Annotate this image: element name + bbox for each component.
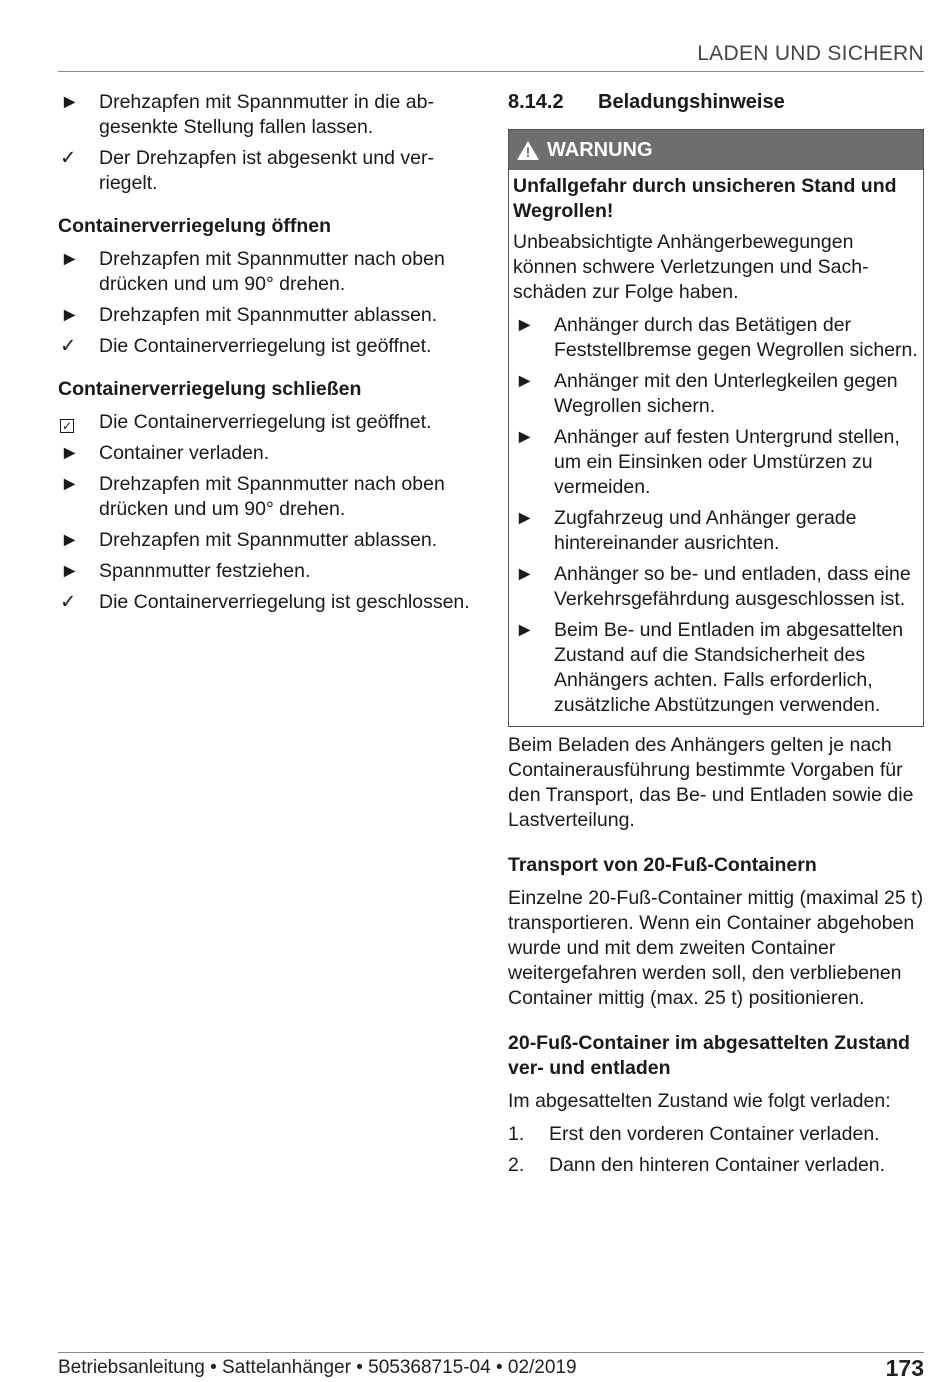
step-text: Erst den vorderen Container verladen. [549,1123,880,1145]
list-item-text: Anhänger auf festen Untergrund stellen, um ein Einsinken oder Umstürzen zu vermeiden. [554,426,900,498]
list-item [58,146,470,196]
step-text: Dann den hinteren Container verladen. [549,1154,886,1176]
intro-paragraph: Beim Beladen des Anhängers gelten je nach Containerausführung bestimmte Vorgaben für den Transport, das Be- und Entladen sowie die Lastverteilung. [508,734,914,831]
list-item [58,528,470,553]
bullet-arrow-icon: ► [515,619,535,641]
unhitched-paragraph: Im abgesattelten Zustand wie folgt verladen: [508,1090,891,1112]
checkmark-icon: ✓ [60,147,77,169]
footer-divider [58,1352,924,1353]
left-column [58,90,470,621]
bullet-arrow-icon: ► [515,370,535,392]
numbered-step [508,1153,924,1178]
list-item-text: Anhänger mit den Unterlegkeilen gegen Wegrollen sichern. [554,370,898,417]
list-item [58,247,470,297]
list-item-text: Anhänger durch das Betätigen der Feststellbremse gegen Wegrollen sichern. [554,314,918,361]
section-number: 8.14.2 [508,91,564,113]
list-item [58,410,470,435]
list-item-text: Die Containerverriegelung ist geöffnet. [99,335,432,357]
list-item-text: Der Drehzapfen ist abgesenkt und verriegelt. [99,147,434,194]
list-item-text: Beim Be- und Entladen im abgesattelten Zustand auf die Standsicherheit des Anhängers achten. Falls erforderlich, zusätzliche Abstützungen verwenden. [554,619,904,716]
list-item-text: Die Containerverriegelung ist geschlossen. [99,591,470,613]
bullet-arrow-icon: ► [60,304,80,326]
bullet-arrow-icon: ► [60,529,80,551]
list-item-text: Drehzapfen mit Spannmutter in die abgesenkte Stellung fallen lassen. [99,91,434,138]
bullet-arrow-icon: ► [515,563,535,585]
step-number: 1. [508,1123,525,1145]
numbered-step [508,1122,924,1147]
subheading-close: Containerverriegelung schließen [58,378,362,400]
section-title: Beladungshinweise [598,91,785,113]
list-item-text: Drehzapfen mit Spannmutter nach oben drücken und um 90° drehen. [99,248,445,295]
bullet-arrow-icon: ► [515,314,535,336]
section-heading [508,90,924,115]
subheading-unhitched: 20-Fuß-Container im abgesattelten Zustand ver- und entladen [508,1032,910,1079]
list-item [58,90,470,140]
bullet-arrow-icon: ► [60,442,80,464]
warning-text: Unbeabsichtigte Anhängerbewegungen können schwere Verletzungen und Sachschäden zur Folge haben. [513,231,869,303]
header-divider [58,71,924,72]
list-item [58,334,470,359]
list-item-text: Spannmutter festziehen. [99,560,311,582]
warning-header [509,130,923,170]
warning-box [508,129,924,727]
list-item [513,618,919,718]
list-item [58,441,470,466]
list-item-text: Drehzapfen mit Spannmutter nach oben drücken und um 90° drehen. [99,473,445,520]
bullet-arrow-icon: ► [60,473,80,495]
running-header: LADEN UND SICHERN [697,42,924,65]
transport-paragraph: Einzelne 20-Fuß-Container mittig (maximal 25 t) transportieren. Wenn ein Container abgehoben wurde und mit dem zweiten Container weitergefahren werden soll, den verbliebenen Container mittig (max. 25 t) positionieren. [508,887,924,1009]
warning-body [509,170,923,726]
warning-label: WARNUNG [547,138,653,161]
list-item [513,562,919,612]
bullet-arrow-icon: ► [60,91,80,113]
list-item-text: Drehzapfen mit Spannmutter ablassen. [99,529,438,551]
bullet-arrow-icon: ► [515,507,535,529]
bullet-arrow-icon: ► [60,560,80,582]
list-item [58,559,470,584]
list-item [513,425,919,500]
step-number: 2. [508,1154,525,1176]
list-item-text: Zugfahrzeug und Anhänger gerade hintereinander ausrichten. [554,507,857,554]
checkmark-icon: ✓ [60,335,77,357]
subheading-open: Containerverriegelung öffnen [58,215,332,237]
page-number: 173 [885,1355,924,1381]
list-item-text: Anhänger so be- und entladen, dass eine Verkehrsgefährdung ausgeschlossen ist. [554,563,911,610]
bullet-arrow-icon: ► [515,426,535,448]
checked-box-icon: ✓ [61,419,73,433]
list-item [513,369,919,419]
list-item [513,313,919,363]
list-item [58,590,470,615]
warning-triangle-icon: ! [517,141,539,160]
warning-lead: Unfallgefahr durch unsicheren Stand und Wegrollen! [513,175,897,222]
subheading-transport: Transport von 20-Fuß-Containern [508,854,817,876]
list-item [58,303,470,328]
list-item-text: Container verladen. [99,442,270,464]
list-item-text: Die Containerverriegelung ist geöffnet. [99,411,432,433]
checkmark-icon: ✓ [60,591,77,613]
bullet-arrow-icon: ► [60,248,80,270]
right-column [508,90,924,1184]
footer-text: Betriebsanleitung • Sattelanhänger • 505368715-04 • 02/2019 [58,1357,577,1378]
list-item [513,506,919,556]
list-item-text: Drehzapfen mit Spannmutter ablassen. [99,304,438,326]
list-item [58,472,470,522]
